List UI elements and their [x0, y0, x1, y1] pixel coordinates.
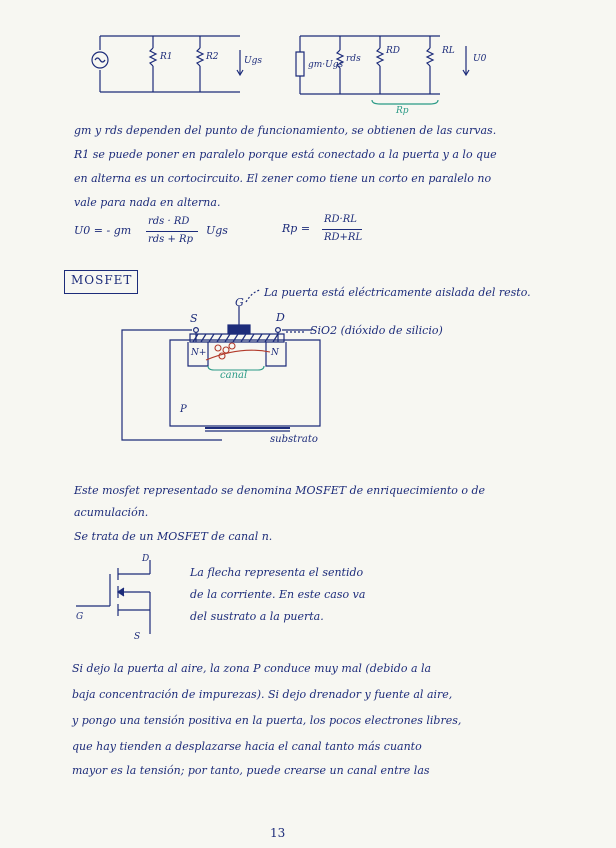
label-rp: Rp	[396, 106, 409, 116]
formula-tail: Ugs	[206, 224, 228, 237]
symbol-note-line: de la corriente. En este caso va	[190, 588, 366, 601]
text-line: R1 se puede poner en paralelo porque está conectado a la puerta y a lo que	[74, 148, 497, 161]
page-number: 13	[270, 826, 286, 840]
symbol-label-d: D	[142, 554, 150, 564]
formula-num: rds · RD	[148, 216, 190, 227]
rp-num: RD·RL	[324, 214, 357, 225]
text-line: y pongo una tensión positiva en la puerta, los pocos electrones libres,	[72, 714, 462, 727]
text-line: vale para nada en alterna.	[74, 196, 221, 209]
label-n-right: N	[271, 348, 279, 358]
label-p: P	[180, 404, 187, 415]
text-line: en alterna es un cortocircuito. El zener como tiene un corto en paralelo no	[74, 172, 492, 185]
label-r1: R1	[160, 52, 173, 62]
symbol-label-g: G	[76, 612, 84, 622]
mosfet-heading: MOSFET	[71, 273, 133, 287]
label-g: G	[235, 296, 244, 309]
label-substrato: substrato	[270, 434, 318, 445]
symbol-note-line: del sustrato a la puerta.	[190, 610, 324, 623]
rp-den: RD+RL	[324, 232, 363, 243]
rp-lhs: Rp =	[282, 222, 311, 235]
label-gmugs: gm·Ugs	[308, 60, 344, 70]
symbol-note-line: La flecha representa el sentido	[190, 566, 364, 579]
oxide-note: SiO2 (dióxido de silicio)	[310, 324, 443, 337]
text-line: Se trata de un MOSFET de canal n.	[74, 530, 273, 543]
label-s: S	[190, 312, 198, 325]
label-n-left: N+	[191, 348, 207, 358]
text-line: mayor es la tensión; por tanto, puede crearse un canal entre las	[72, 764, 430, 777]
label-u0: U0	[473, 54, 487, 64]
text-line: Si dejo la puerta al aire, la zona P conduce muy mal (debido a la	[72, 662, 432, 675]
label-d: D	[276, 311, 285, 324]
formula-den: rds + Rp	[148, 234, 193, 245]
label-rd: RD	[386, 46, 400, 56]
text-line: baja concentración de impurezas). Si dejo drenador y fuente al aire,	[72, 688, 453, 701]
text-line: Este mosfet representado se denomina MOSFET de enriquecimiento o de	[74, 484, 486, 497]
label-canal: canal	[220, 370, 248, 381]
text-line: que hay tienden a desplazarse hacia el canal tanto más cuanto	[72, 740, 422, 753]
label-r2: R2	[206, 52, 219, 62]
gate-note: La puerta está eléctricamente aislada del resto.	[264, 286, 531, 299]
text-line: acumulación.	[74, 506, 149, 519]
label-ugs: Ugs	[244, 56, 262, 66]
label-rds: rds	[346, 54, 361, 64]
text-line: gm y rds dependen del punto de funcionamiento, se obtienen de las curvas.	[74, 124, 497, 137]
label-rl: RL	[442, 46, 455, 56]
formula-lhs: U0 = - gm	[74, 224, 132, 237]
symbol-label-s: S	[134, 632, 141, 642]
